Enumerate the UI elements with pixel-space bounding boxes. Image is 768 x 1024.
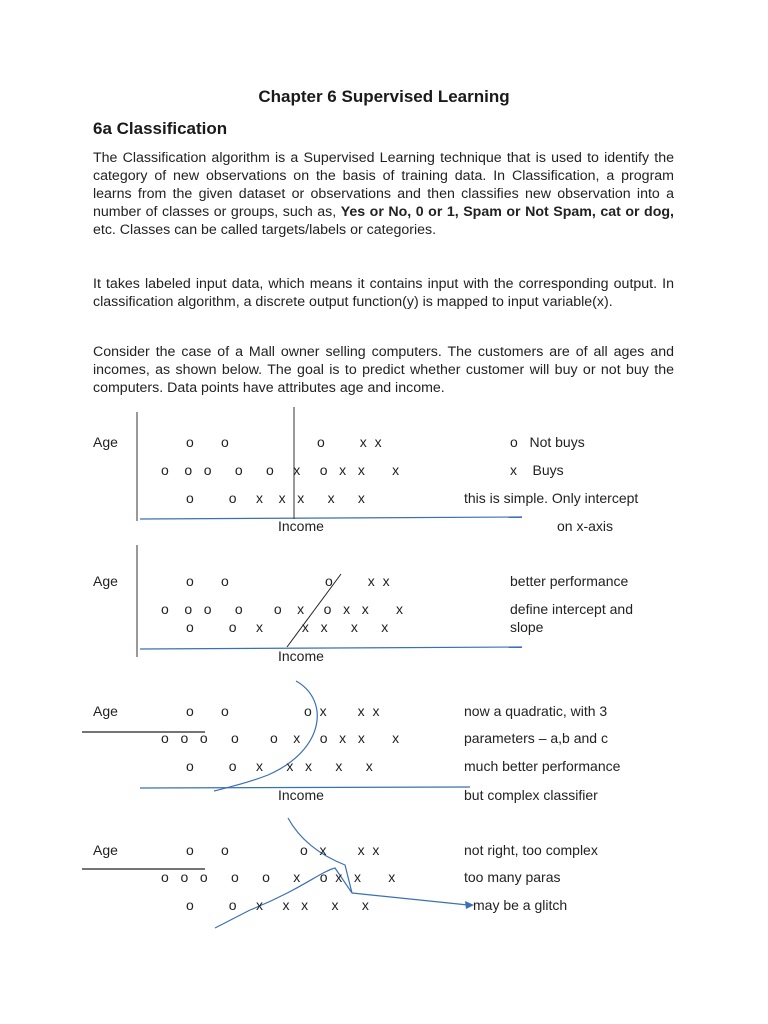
d4-note-glitch: may be a glitch	[473, 897, 568, 913]
d3-row1-left: o o	[186, 703, 229, 719]
intro-text-b: etc. Classes can be called targets/labels or categories.	[93, 222, 437, 238]
paragraph-mall-case: Consider the case of a Mall owner selling computers. The customers are of all ages and incomes, as shown below. The goal is to predict whether customer will buy or not buy the computers. Data points have attributes age and income.	[93, 344, 674, 396]
section-heading: 6a Classification	[93, 119, 228, 138]
d4-row1-right: o x x x	[300, 842, 380, 858]
d4-note-too-many: too many paras	[464, 869, 561, 885]
d3-row2: o o o o o x o x x x	[161, 730, 400, 746]
d2-income-label: Income	[278, 648, 324, 664]
d3-note-parameters: parameters – a,b and c	[464, 730, 608, 746]
d4-row2: o o o o o x o x x x	[161, 869, 396, 885]
d1-income-label: Income	[278, 518, 324, 534]
d2-row1-left: o o	[186, 573, 229, 589]
d2-note-slope: slope	[510, 619, 544, 635]
d3-row3: o o x x x x x	[186, 758, 373, 774]
intro-text-a: The Classification algorithm is a Supervised Learning technique that is used to identify the category of new observations on the basis of training data. In Classification, a program learns from the given dataset or observations and then classifies new observation into a number of classes or groups, such as,	[93, 150, 674, 220]
d2-row3: o o x x x x x	[186, 619, 389, 635]
d3-age-label: Age	[93, 703, 118, 719]
d1-row2: o o o o o x o x x x	[161, 462, 400, 478]
chapter-title: Chapter 6 Supervised Learning	[258, 87, 510, 106]
d4-note-not-right: not right, too complex	[464, 842, 598, 858]
d1-legend-buys: x Buys	[510, 462, 564, 478]
d2-row2: o o o o o x o x x x	[161, 601, 403, 617]
d3-note-much-better: much better performance	[464, 758, 621, 774]
d1-note-x-axis: on x-axis	[557, 518, 614, 534]
d4-age-label: Age	[93, 842, 118, 858]
d1-age-label: Age	[93, 434, 118, 450]
d2-age-label: Age	[93, 573, 118, 589]
d3-note-quadratic: now a quadratic, with 3	[464, 703, 608, 719]
d4-glitch-arrow	[352, 893, 468, 905]
intro-bold-examples: Yes or No, 0 or 1, Spam or Not Spam, cat or dog,	[340, 204, 674, 220]
d3-income-label: Income	[278, 787, 324, 803]
d3-row1-right: o x x x	[304, 703, 380, 719]
d1-row1-left: o o	[186, 434, 229, 450]
d1-note-simple: this is simple. Only intercept	[464, 490, 639, 506]
d4-row3: o o x x x x x	[186, 897, 369, 913]
d4-row1-left: o o	[186, 842, 229, 858]
d1-row1-right: o x x	[317, 434, 382, 450]
d2-income-axis	[140, 647, 522, 649]
d1-income-axis	[140, 517, 522, 519]
d1-legend-not-buys: o Not buys	[510, 434, 585, 450]
d3-note-complex: but complex classifier	[464, 787, 598, 803]
paragraph-labeled-data: It takes labeled input data, which means it contains input with the corresponding output. In classification algorithm, a discrete output function(y) is mapped to input variable(x).	[93, 276, 674, 310]
d2-note-better: better performance	[510, 573, 629, 589]
d2-note-define: define intercept and	[510, 601, 633, 617]
d2-row1-right: o x x	[325, 573, 390, 589]
d1-row3: o o x x x x x	[186, 490, 365, 506]
